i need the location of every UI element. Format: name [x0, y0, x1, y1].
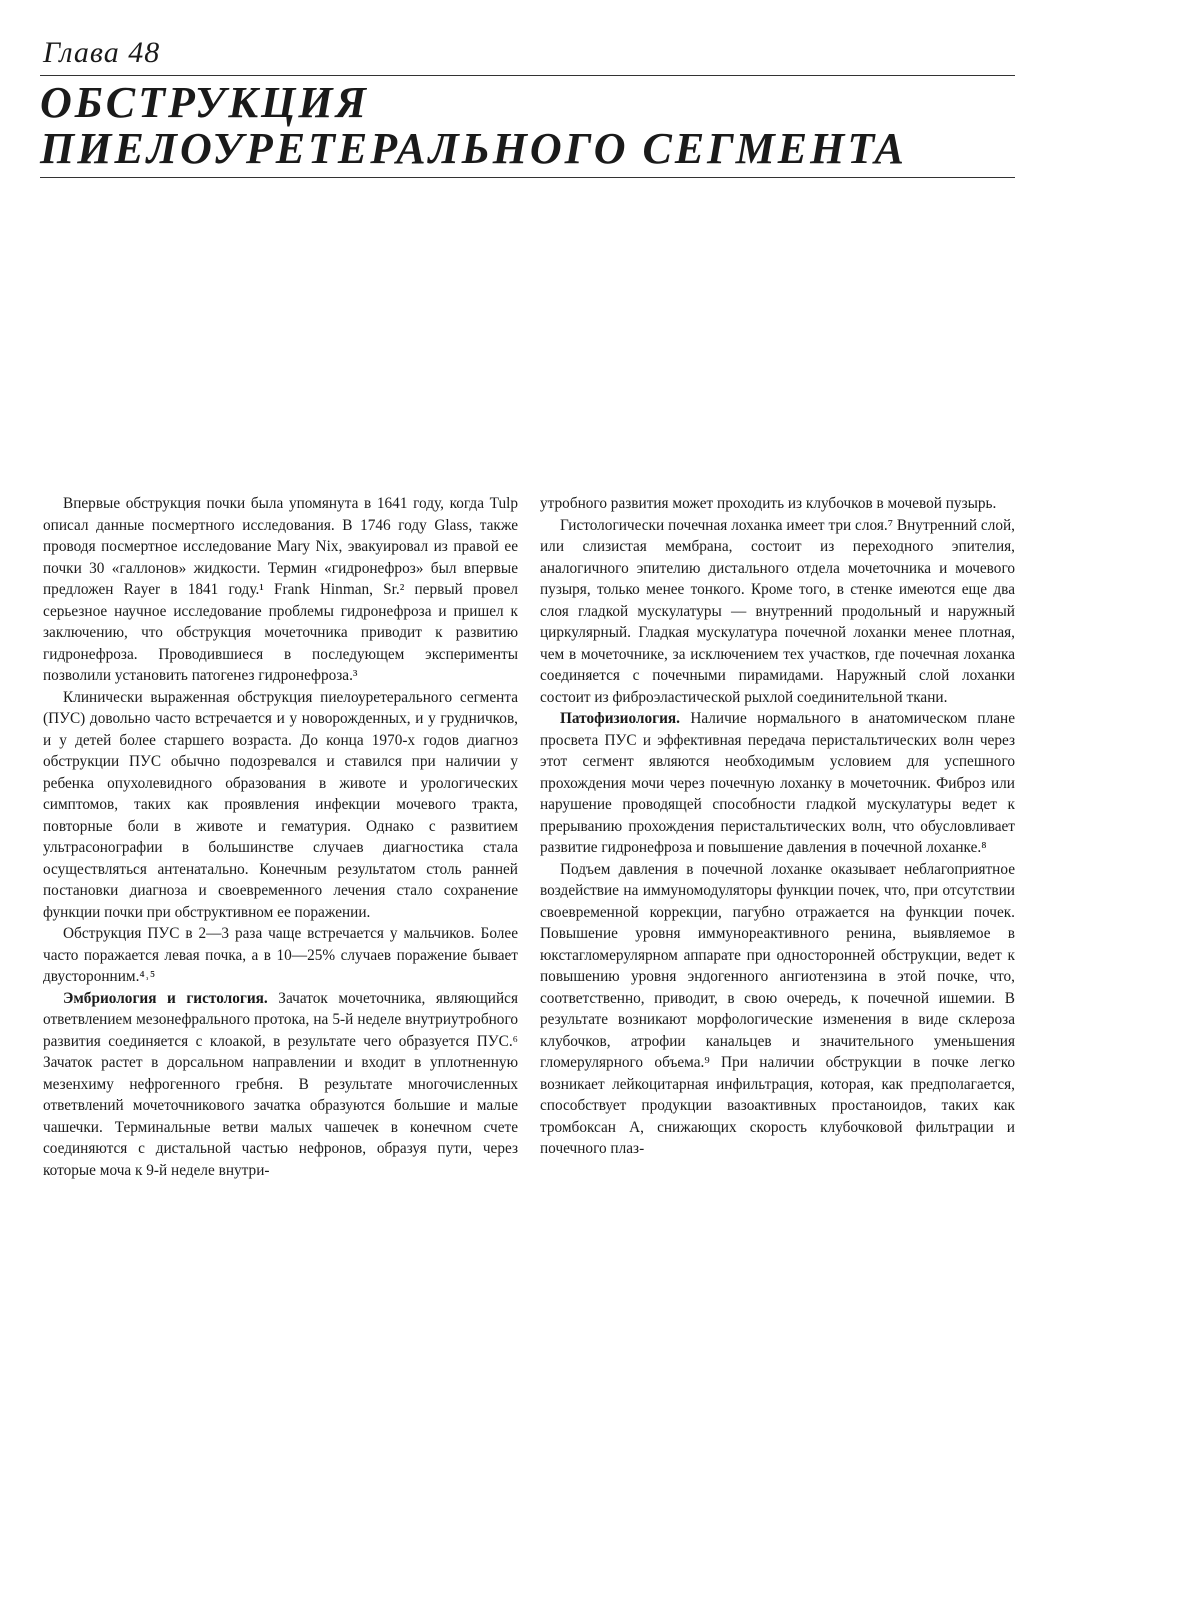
paragraph: Подъем давления в почечной лоханке оказывает неблагоприятное воздействие на иммуномодуляторы функции почек, что, при отсутствии своевременной коррекции, пагубно отражается на функции почек. Повышение уровня иммунореактивного ренина, выявляемое в юкстагломерулярном аппарате при односторонней обструкции, ведет к повышению уровня эндогенного ангиотензина в этой почке, что, соответственно, приводит, в свою очередь, к почечной ишемии. В результате возникают морфологические изменения в виде склероза клубочков, атрофии канальцев и значительного уменьшения гломерулярного объема.⁹ При наличии обструкции в почке легко возникает лейкоцитарная инфильтрация, которая, как предполагается, способствует продукции вазоактивных простаноидов, таких как тромбоксан А, снижающих скорость клубочковой фильтрации и почечного плаз-	[540, 860, 1015, 1157]
paragraph-text: Наличие нормального в анатомическом плане просвета ПУС и эффективная передача перистальтических волн через этот сегмент являются необходимым условием для успешного прохождения мочи через почечную лоханку в мочеточник. Фиброз или нарушение проводящей способности гладкой мускулатуры ведет к прерыванию прохождения перистальтических волн, что обусловливает развитие гидронефроза и повышение давления в почечной лоханке.⁸	[540, 710, 1015, 856]
right-text-column	[540, 493, 1015, 1160]
section-heading-embryology: Эмбриология и гистология.	[63, 989, 268, 1007]
left-text-column	[43, 493, 518, 1181]
paragraph	[43, 988, 518, 1182]
chapter-title-line-2: ПИЕЛОУРЕТЕРАЛЬНОГО СЕГМЕНТА	[40, 124, 907, 173]
paragraph: Обструкция ПУС в 2—3 раза чаще встречается у мальчиков. Более часто поражается левая почка, а в 10—25% случаев поражение бывает двусторонним.⁴˒⁵	[43, 925, 518, 985]
chapter-title	[40, 80, 1020, 172]
top-divider	[40, 75, 1015, 76]
paragraph: Впервые обструкция почки была упомянута в 1641 году, когда Tulp описал данные посмертного исследования. В 1746 году Glass, также проводя посмертное исследование Mary Nix, эвакуировал из правой ее почки 30 «галлонов» жидкости. Термин «гидронефроз» был впервые предложен Rayer в 1841 году.¹ Frank Hinman, Sr.² первый провел серьезное научное исследование проблемы гидронефроза и пришел к заключению, что обструкция мочеточника приводит к развитию гидронефроза. Проводившиеся в последующем эксперименты позволили установить патогенез гидронефроза.³	[43, 495, 518, 684]
paragraph: Гистологически почечная лоханка имеет три слоя.⁷ Внутренний слой, или слизистая мембрана, состоит из переходного эпителия, аналогичного эпителию дистального отдела мочеточника и мочевого пузыря, только менее тонкого. Кроме того, в стенке имеются еще два слоя гладкой мускулатуры — внутренний продольный и наружный циркулярный. Гладкая мускулатура почечной лоханки менее плотная, чем в мочеточнике, за исключением тех участков, где почечная лоханка соединяется с почечными пирамидами. Наружный слой лоханки состоит из фиброэластической рыхлой соединительной ткани.	[540, 516, 1015, 706]
paragraph	[540, 708, 1015, 859]
chapter-number: Глава 48	[43, 36, 161, 69]
section-heading-pathophysiology: Патофизиология.	[560, 710, 681, 727]
chapter-title-line-1: ОБСТРУКЦИЯ	[40, 78, 369, 127]
title-divider	[40, 177, 1015, 178]
paragraph-text: Зачаток мочеточника, являющийся ответвлением мезонефрального протока, на 5-й неделе внутриутробного развития соединяется с клоакой, в результате чего образуется ПУС.⁶ Зачаток растет в дорсальном направлении и входит в уплотненную мезенхиму нефрогенного гребня. В результате многочисленных ответвлений мочеточникового зачатка образуются большие и малые чашечки. Терминальные ветви малых чашечек в конечном счете соединяются с дистальной частью нефронов, образуя пути, через которые моча к 9-й неделе внутри-	[43, 989, 519, 1179]
paragraph: утробного развития может проходить из клубочков в мочевой пузырь.	[540, 495, 997, 512]
paragraph: Клинически выраженная обструкция пиелоуретерального сегмента (ПУС) довольно часто встречается и у новорожденных, и у грудничков, и у детей более старшего возраста. До конца 1970-х годов диагноз обструкции ПУС обычно подозревался и ставился при наличии у ребенка опухолевидного образования в животе и урологических симптомов, таких как проявления инфекции мочевого тракта, повторные боли в животе и гематурия. Однако с развитием ультрасонографии в большинстве случаев диагностика стала осуществляться антенатально. Конечным результатом столь ранней постановки диагноза и своевременного лечения стало сохранение функции почки при обструктивном ее поражении.	[43, 688, 518, 921]
